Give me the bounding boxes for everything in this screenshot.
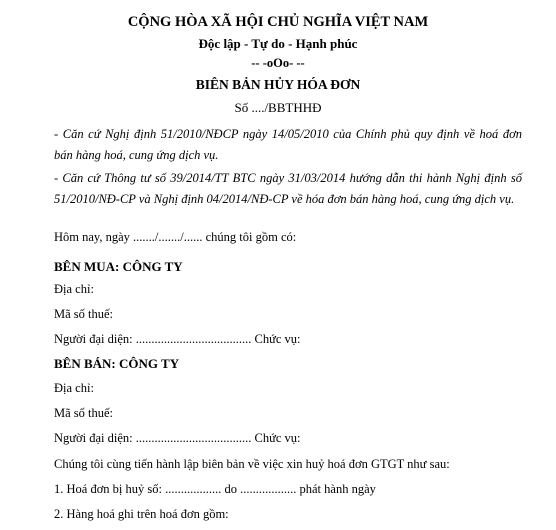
basis-paragraph-2: - Căn cứ Thông tư số 39/2014/TT BTC ngày 31/03/2014 hướng dẫn thi hành Nghị định số 51/2010/NĐ-CP và Nghị định 04/2014/NĐ-CP về hóa đơn bán hàng hoá, cung ứng dịch vụ. (54, 171, 522, 206)
seller-representative: Người đại diện: ..................................... Chức vụ: (54, 431, 301, 445)
item-1: 1. Hoá đơn bị huỷ số: .................. do .................. phát hành ngày (54, 482, 376, 496)
basis-paragraph-1: - Căn cứ Nghị định 51/2010/NĐCP ngày 14/05/2010 của Chính phủ quy định về hoá đơn bán hàng hoá, cung ứng dịch vụ. (54, 127, 522, 162)
seller-address: Địa chỉ: (54, 381, 94, 395)
item-2: 2. Hàng hoá ghi trên hoá đơn gồm: (54, 507, 229, 521)
separator: -- -oOo- -- (251, 56, 305, 70)
buyer-representative: Người đại diện: ..................................... Chức vụ: (54, 332, 301, 346)
seller-heading: BÊN BÁN: CÔNG TY (54, 356, 180, 371)
intro-line: Hôm nay, ngày ......./......./...... chúng tôi gồm có: (54, 230, 297, 244)
buyer-address: Địa chỉ: (54, 282, 94, 296)
buyer-tax-code: Mã số thuế: (54, 307, 114, 321)
motto: Độc lập - Tự do - Hạnh phúc (198, 36, 358, 51)
document-number: Số ..../BBTHHĐ (234, 100, 322, 115)
agreement-line: Chúng tôi cùng tiến hành lập biên bản về việc xin huỷ hoá đơn GTGT như sau: (54, 457, 450, 471)
buyer-heading: BÊN MUA: CÔNG TY (54, 259, 183, 274)
document-title: BIÊN BẢN HỦY HÓA ĐƠN (195, 77, 361, 92)
seller-tax-code: Mã số thuế: (54, 406, 114, 420)
country-heading: CỘNG HÒA XÃ HỘI CHỦ NGHĨA VIỆT NAM (127, 14, 429, 30)
